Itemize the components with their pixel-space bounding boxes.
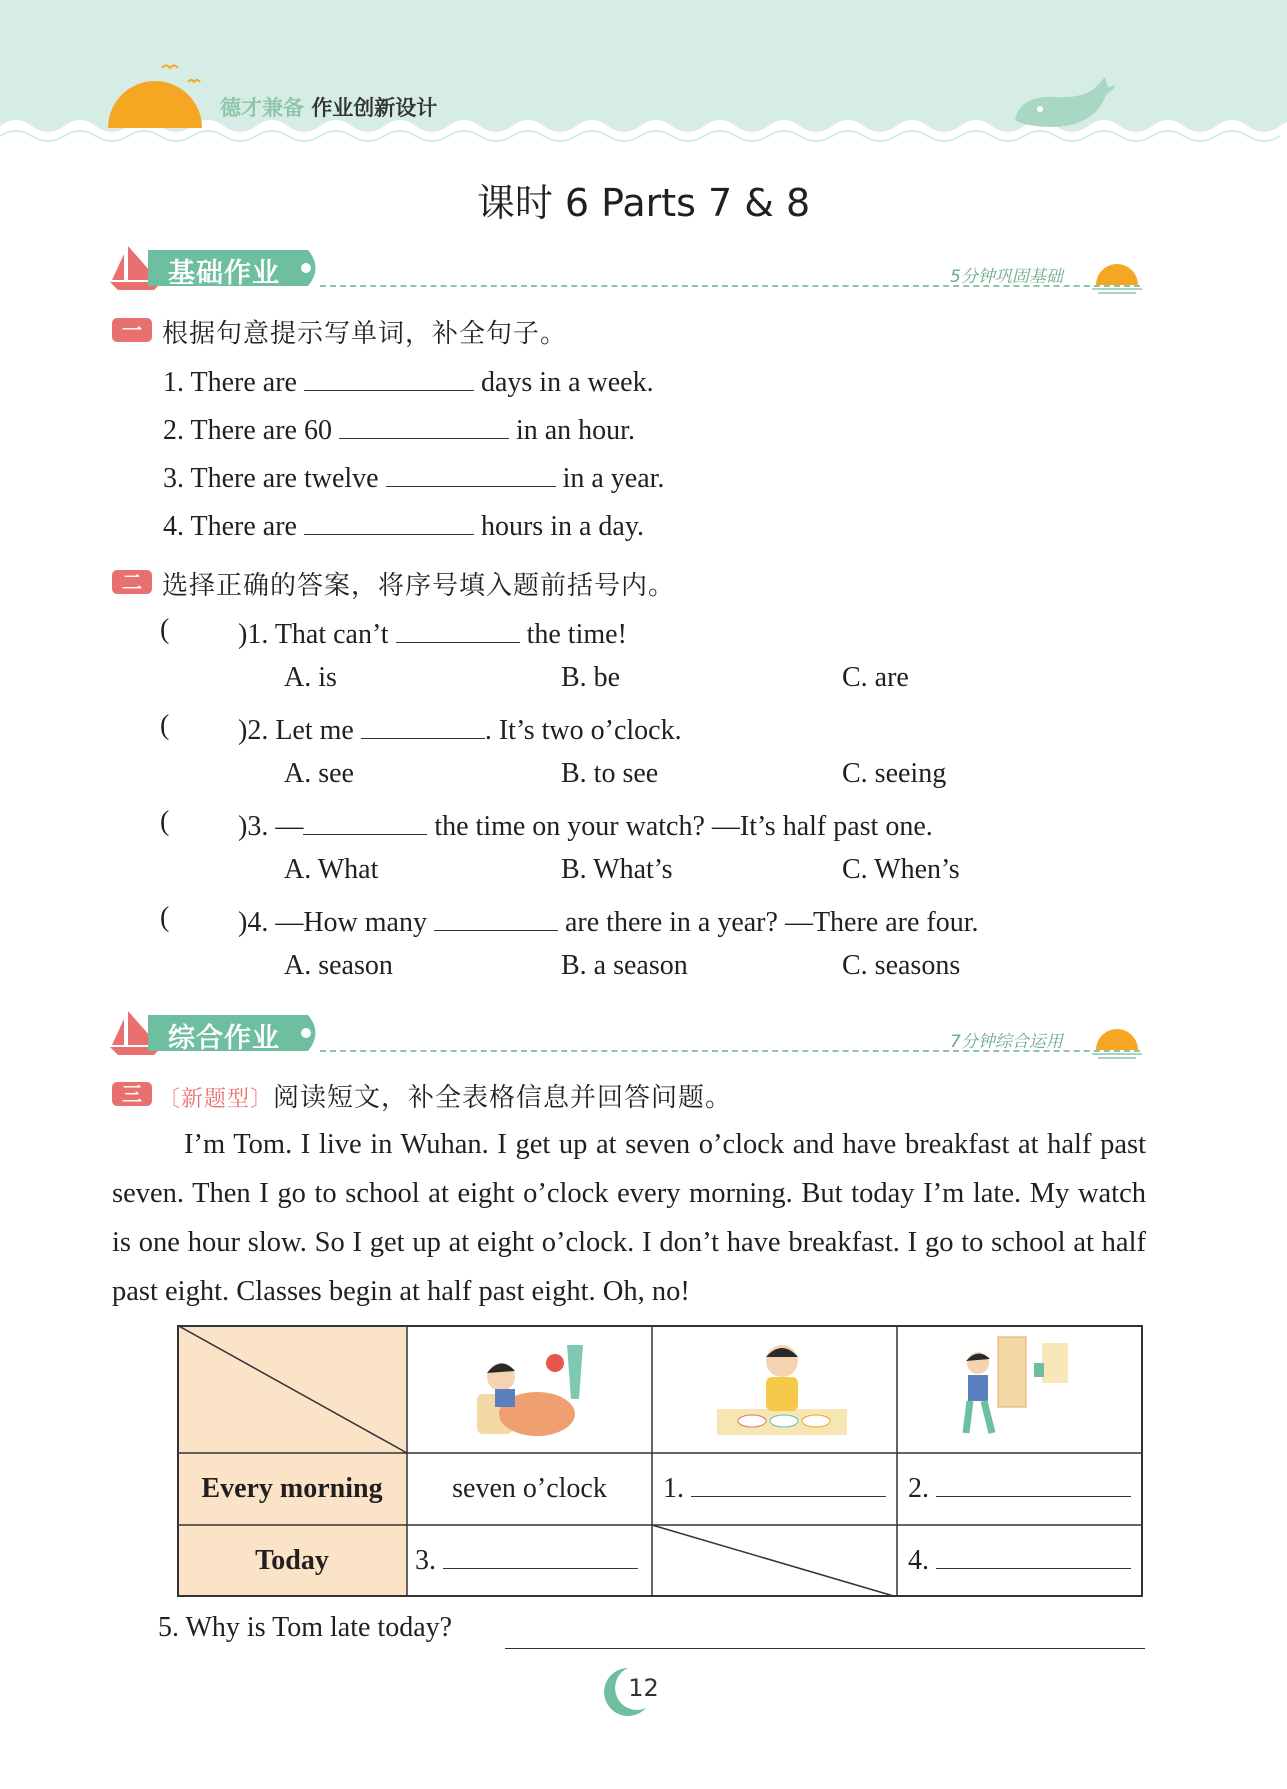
section-label-basic: 基础作业 bbox=[168, 258, 280, 289]
q2-item-1-after: the time! bbox=[526, 619, 627, 650]
q1-item-2-blank[interactable] bbox=[339, 410, 509, 439]
q2-item-2-option-b[interactable]: B. to see bbox=[561, 758, 659, 789]
section-time-basic: 5分钟巩固基础 bbox=[950, 267, 1063, 287]
q1-item-1-before: 1. There are bbox=[163, 367, 297, 398]
q2-item-2-blank[interactable] bbox=[361, 710, 485, 739]
brand-name: 德才兼备 bbox=[220, 96, 304, 120]
q2-item-3-close-paren: ) bbox=[238, 811, 248, 842]
q2-badge: 二 bbox=[112, 570, 152, 594]
q2-item-4-before: 4. —How many bbox=[247, 907, 427, 938]
q3-badge: 三 bbox=[112, 1082, 152, 1106]
q2-item-2-close-paren: ) bbox=[238, 715, 248, 746]
q2-item-2-option-c[interactable]: C. seeing bbox=[842, 758, 947, 789]
q1-item-2 bbox=[163, 410, 635, 447]
cell-school-every-morning bbox=[908, 1453, 1133, 1525]
q3-heading bbox=[158, 1077, 732, 1114]
q2-item-1-option-c[interactable]: C. are bbox=[842, 662, 909, 693]
q1-instruction: 根据句意提示写单词，补全句子。 bbox=[162, 319, 568, 349]
q2-item-2-option-a[interactable]: A. see bbox=[284, 758, 354, 789]
sunset-icon bbox=[100, 58, 210, 128]
q2-item-3 bbox=[238, 806, 933, 843]
q2-item-2 bbox=[238, 710, 682, 747]
cell-number: 3. bbox=[415, 1545, 436, 1576]
q2-item-4-option-b[interactable]: B. a season bbox=[561, 950, 688, 981]
q2-item-4-open-paren: ( bbox=[160, 902, 170, 933]
q1-item-1-blank[interactable] bbox=[304, 362, 474, 391]
q1-item-1-after: days in a week. bbox=[480, 367, 654, 398]
q2-item-4-option-a[interactable]: A. season bbox=[284, 950, 393, 981]
row-label-today: Today bbox=[255, 1545, 329, 1576]
q2-item-4-option-c[interactable]: C. seasons bbox=[842, 950, 961, 981]
q2-item-1-blank[interactable] bbox=[396, 614, 520, 643]
brand-title bbox=[220, 92, 437, 122]
q2-item-1-option-b[interactable]: B. be bbox=[561, 662, 621, 693]
q1-item-3 bbox=[163, 458, 664, 495]
q1-item-4-before: 4. There are bbox=[163, 511, 297, 542]
q2-instruction: 选择正确的答案，将序号填入题前括号内。 bbox=[162, 571, 676, 601]
boy-going-to-school-illustration bbox=[952, 1333, 1082, 1441]
q3-instruction: 阅读短文，补全表格信息并回答问题。 bbox=[273, 1083, 733, 1113]
q2-item-1-close-paren: ) bbox=[238, 619, 248, 650]
q2-item-3-option-a[interactable]: A. What bbox=[284, 854, 379, 885]
q2-item-3-after: the time on your watch? —It’s half past one. bbox=[434, 811, 933, 842]
q2-item-1-open-paren: ( bbox=[160, 614, 170, 645]
cell-breakfast-every-morning bbox=[663, 1453, 888, 1525]
q3-tag: 〔新题型〕 bbox=[158, 1087, 274, 1112]
q3-question-5-blank[interactable] bbox=[505, 1648, 1145, 1649]
whale-icon bbox=[1010, 75, 1115, 135]
q1-item-4-after: hours in a day. bbox=[480, 511, 645, 542]
q1-item-4 bbox=[163, 506, 644, 543]
small-sun-icon bbox=[1092, 255, 1142, 295]
q2-item-4-after: are there in a year? —There are four. bbox=[564, 907, 979, 938]
q2-item-1 bbox=[238, 614, 627, 651]
page-title: 课时 6 Parts 7 & 8 bbox=[476, 181, 811, 225]
cell-number: 1. bbox=[663, 1473, 684, 1504]
cell-blank[interactable] bbox=[691, 1468, 886, 1497]
q2-item-4-blank[interactable] bbox=[434, 902, 558, 931]
cell-get-up-today bbox=[415, 1525, 640, 1597]
boy-breakfast-illustration bbox=[712, 1339, 852, 1439]
q2-item-3-option-c[interactable]: C. When’s bbox=[842, 854, 960, 885]
q2-item-2-after: . It’s two o’clock. bbox=[484, 715, 682, 746]
page-number: 12 bbox=[628, 1674, 659, 1702]
cell-number: 2. bbox=[908, 1473, 929, 1504]
q1-item-3-before: 3. There are twelve bbox=[163, 463, 379, 494]
brand-subtitle: 作业创新设计 bbox=[311, 96, 438, 120]
q2-item-3-blank[interactable] bbox=[303, 806, 427, 835]
q1-item-3-blank[interactable] bbox=[386, 458, 556, 487]
q2-item-3-open-paren: ( bbox=[160, 806, 170, 837]
section-time-comprehensive: 7分钟综合运用 bbox=[950, 1032, 1063, 1052]
cell-number: 4. bbox=[908, 1545, 929, 1576]
boy-getting-up-illustration bbox=[467, 1339, 597, 1439]
cell-blank[interactable] bbox=[936, 1540, 1131, 1569]
q1-item-3-after: in a year. bbox=[562, 463, 665, 494]
q3-passage: I’m Tom. I live in Wuhan. I get up at seven o’clock and have breakfast at half past seven. Then I go to school at eight o’clock every morning. But today I’m late. My watch is one hour slow. So I get up at eight o’clock. I don’t have breakfast. I go to school at half past eight. Classes begin at half past eight. Oh, no! bbox=[112, 1129, 1146, 1307]
q2-item-3-before: 3. — bbox=[247, 811, 304, 842]
q2-item-4 bbox=[238, 902, 979, 939]
q1-item-4-blank[interactable] bbox=[304, 506, 474, 535]
info-table bbox=[177, 1325, 1143, 1597]
q2-item-3-option-b[interactable]: B. What’s bbox=[561, 854, 673, 885]
row-label-every-morning: Every morning bbox=[201, 1473, 383, 1504]
q2-item-1-option-a[interactable]: A. is bbox=[284, 662, 337, 693]
q2-item-1-before: 1. That can’t bbox=[247, 619, 389, 650]
q2-item-2-open-paren: ( bbox=[160, 710, 170, 741]
q1-item-2-before: 2. There are 60 bbox=[163, 415, 332, 446]
q2-item-2-before: 2. Let me bbox=[247, 715, 354, 746]
cell-blank[interactable] bbox=[936, 1468, 1131, 1497]
q2-item-4-close-paren: ) bbox=[238, 907, 248, 938]
small-sun-icon bbox=[1092, 1020, 1142, 1060]
q3-question-5: 5. Why is Tom late today? bbox=[158, 1612, 453, 1643]
cell-school-today bbox=[908, 1525, 1133, 1597]
cell-get-up-every-morning: seven o’clock bbox=[452, 1473, 607, 1504]
section-label-comprehensive: 综合作业 bbox=[168, 1023, 280, 1054]
q1-item-2-after: in an hour. bbox=[515, 415, 635, 446]
cell-blank[interactable] bbox=[443, 1540, 638, 1569]
q1-item-1 bbox=[163, 362, 654, 399]
q1-badge: 一 bbox=[112, 318, 152, 342]
